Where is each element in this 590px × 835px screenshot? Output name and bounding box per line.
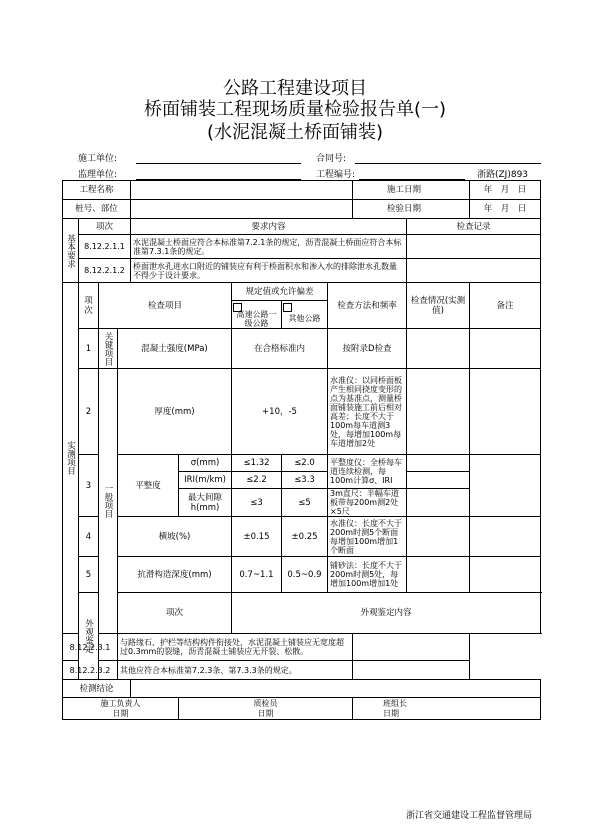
allowance-highway: 0.7~1.1 xyxy=(232,557,282,593)
measured-value[interactable] xyxy=(407,369,470,455)
measured-value[interactable] xyxy=(407,557,470,593)
appearance-code: 8.12.2.3.2 xyxy=(63,661,118,680)
basic-code: 8.12.2.1.2 xyxy=(79,259,131,283)
check-method: 按附录D检查 xyxy=(328,329,407,369)
appearance-desc[interactable] xyxy=(353,661,470,680)
measured-value[interactable] xyxy=(407,517,470,557)
conclusion-value[interactable] xyxy=(131,680,541,698)
allowance-highway: ≤1.32 xyxy=(232,455,282,472)
allowance-other: 0.5~0.9 xyxy=(282,557,328,593)
measured-value[interactable] xyxy=(407,329,470,369)
basic-record-col: 检查记录 xyxy=(407,219,541,235)
inspection-date-label: 检验日期 xyxy=(353,200,470,219)
inspection-date-value[interactable]: 年 月 日 xyxy=(470,200,541,219)
allowance-value: 在合格标准内 xyxy=(232,329,328,369)
check-method: 铺砂法：长度不大于200m时测5处，每增加100m增加1处 xyxy=(328,557,407,593)
row-no: 3 xyxy=(79,455,99,517)
check-item-name: IRI(m/km) xyxy=(179,472,232,489)
remark-value[interactable] xyxy=(470,557,541,593)
highway-label: 高速公路一级公路 xyxy=(236,309,277,328)
appearance-code: 8.12.2.3.1 xyxy=(63,634,118,661)
station-value[interactable] xyxy=(131,200,353,219)
allowance-highway: ≤3 xyxy=(232,489,282,517)
check-method: 平整度仪：全桥每车道连续检测，每100m计算σ、IRI xyxy=(328,455,407,489)
other-road-checkbox[interactable] xyxy=(283,303,292,312)
check-item-name: σ(mm) xyxy=(179,455,232,472)
measured-value[interactable] xyxy=(407,455,470,472)
contract-no-label: 合同号: xyxy=(316,154,347,164)
team-date-label: 日期 xyxy=(383,708,400,718)
appearance-desc[interactable] xyxy=(353,634,470,661)
remark-col: 备注 xyxy=(470,283,541,329)
check-item-name: 最大间隙h(mm) xyxy=(179,489,232,517)
remark-value[interactable] xyxy=(470,369,541,455)
basic-record[interactable] xyxy=(407,235,541,259)
qc-label: 质检员 xyxy=(253,698,278,708)
conclusion-label: 检测结论 xyxy=(63,680,131,698)
other-road-label: 其他公路 xyxy=(288,314,321,323)
title-line3: (水泥混凝土桥面铺装) xyxy=(206,122,384,143)
allowance-other: ≤3.3 xyxy=(282,472,328,489)
leader-label: 施工负责人 xyxy=(100,698,141,708)
project-name-label: 工程名称 xyxy=(63,181,131,200)
method-col: 检查方法和频率 xyxy=(328,283,407,329)
measured-value[interactable] xyxy=(407,489,470,517)
basic-code: 8.12.2.1.1 xyxy=(79,235,131,259)
row-no: 1 xyxy=(79,329,99,369)
check-method: 水准仪：以同桥面板产生相同挠度变形的点为基准点，测量桥面铺装施工前后相对高差；长度不大于100m每车道测3处，每增加100m每车道增加2处 xyxy=(328,369,407,455)
situation-col: 检查情况(实测值) xyxy=(407,283,470,329)
title-line2: 桥面铺装工程现场质量检验报告单(一) xyxy=(143,99,447,120)
flatness-label: 平整度 xyxy=(118,455,179,517)
measured-section-label: 实测项目 xyxy=(65,441,76,475)
construction-unit-label: 施工单位: xyxy=(78,154,118,164)
project-no-label: 工程编号: xyxy=(316,170,356,180)
qc-date-label: 日期 xyxy=(257,708,274,718)
check-item-name: 横坡(%) xyxy=(118,517,232,557)
row-no: 4 xyxy=(79,517,99,557)
allowance-highway: ≤2.2 xyxy=(232,472,282,489)
measured-item-col: 项次 xyxy=(79,283,99,329)
team-label: 班组长 xyxy=(383,698,408,708)
allowance-highway: ±0.15 xyxy=(232,517,282,557)
appearance-item-col: 项次 xyxy=(118,593,232,634)
appearance-text: 其他应符合本标准第7.2.3条、第7.3.3条的规定。 xyxy=(118,661,353,680)
row-no: 5 xyxy=(79,557,99,593)
allowance-other: ≤5 xyxy=(282,489,328,517)
contract-no-line xyxy=(355,163,541,164)
project-name-value[interactable] xyxy=(131,181,353,200)
supervision-unit-label: 监理单位: xyxy=(78,170,118,180)
allowance-other: ≤2.0 xyxy=(282,455,328,472)
check-method: 水准仪：长度不大于200m时测5个断面每增加100m增加1个断面 xyxy=(328,517,407,557)
title-line1: 公路工程建设项目 xyxy=(223,78,367,99)
measured-value[interactable] xyxy=(407,472,470,489)
key-item-label: 关键项目 xyxy=(103,331,113,366)
form-code: 浙路(ZJ)893 xyxy=(477,170,529,180)
remark-value[interactable] xyxy=(470,517,541,557)
station-label: 桩号、部位 xyxy=(63,200,131,219)
leader-date-label: 日期 xyxy=(112,708,129,718)
check-method: 3m直尺：半幅车道板带每200m测2处×5尺 xyxy=(328,489,407,517)
check-item-col: 检查项目 xyxy=(99,283,232,329)
basic-text: 水泥混凝土桥面应符合本标准第7.2.1条的规定，沥青混凝土桥面应符合本标准第7.3.1条的规定。 xyxy=(131,235,407,259)
basic-record[interactable] xyxy=(407,259,541,283)
footer-agency: 浙江省交通建设工程监督管理局 xyxy=(405,811,532,821)
appearance-content-col: 外观鉴定内容 xyxy=(232,593,541,634)
check-item-name: 抗滑构造深度(mm) xyxy=(118,557,232,593)
inspection-form xyxy=(62,180,541,720)
basic-req-col: 要求内容 xyxy=(131,219,407,235)
basic-item-col: 项次 xyxy=(79,219,131,235)
basic-section-label: 基本要求 xyxy=(65,233,76,268)
general-item-label: 一般项目 xyxy=(103,484,113,518)
highway-checkbox[interactable] xyxy=(233,303,242,312)
construction-unit-line xyxy=(136,163,301,164)
appearance-section-label: 外观鉴定 xyxy=(83,619,94,653)
remark-value[interactable] xyxy=(470,455,541,517)
basic-text: 桥面泄水孔进水口附近的铺装应有利于桥面积水和渗入水的排除泄水孔数量不得少于设计要求。 xyxy=(131,259,407,283)
allowance-other: ±0.25 xyxy=(282,517,328,557)
appearance-text: 与路缘石、护栏等结构构件衔接处，水泥混凝土铺装应无宽度超过0.3mm的裂缝，沥青混凝土铺装应无开裂、松散。 xyxy=(118,634,353,661)
allowance-value: +10，-5 xyxy=(232,369,328,455)
check-item-name: 混凝土强度(MPa) xyxy=(118,329,232,369)
check-item-name: 厚度(mm) xyxy=(118,369,232,455)
allowance-col: 规定值或允许偏差 xyxy=(232,283,328,301)
construction-date-value[interactable]: 年 月 日 xyxy=(470,181,541,200)
row-no: 2 xyxy=(79,369,99,455)
remark-value[interactable] xyxy=(470,329,541,369)
construction-date-label: 施工日期 xyxy=(353,181,470,200)
